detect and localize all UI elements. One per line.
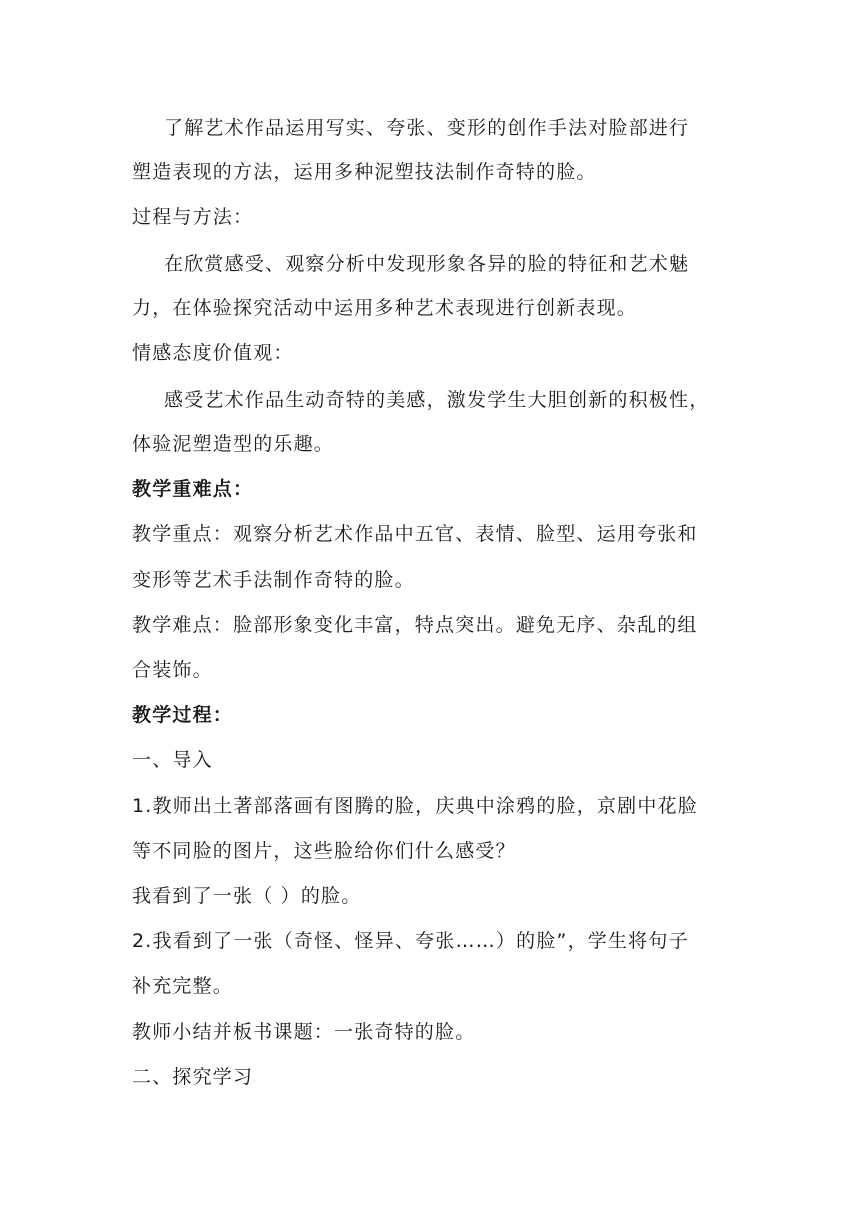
section-heading: 教学过程： [132, 704, 234, 726]
paragraph-line: 力，在体验探究活动中运用多种艺术表现进行创新表现。 [132, 297, 638, 319]
paragraph-line: 教学难点：脸部形象变化丰富，特点突出。避免无序、杂乱的组 [132, 614, 698, 636]
paragraph-line: 2.我看到了一张（奇怪、怪异、夸张……）的脸”，学生将句子 [132, 930, 689, 952]
paragraph-line: 了解艺术作品运用写实、夸张、变形的创作手法对脸部进行 [164, 117, 690, 139]
paragraph-line: 教师小结并板书课题：一张奇特的脸。 [132, 1021, 476, 1043]
section-label: 过程与方法： [132, 206, 254, 228]
paragraph-line: 变形等艺术手法制作奇特的脸。 [132, 569, 415, 591]
paragraph-line: 等不同脸的图片，这些脸给你们什么感受？ [132, 840, 516, 862]
paragraph-line: 塑造表现的方法，运用多种泥塑技法制作奇特的脸。 [132, 161, 597, 183]
section-label: 情感态度价值观： [132, 342, 294, 364]
paragraph-line: 合装饰。 [132, 659, 213, 681]
paragraph-line: 感受艺术作品生动奇特的美感，激发学生大胆创新的积极性， [164, 389, 710, 411]
subsection-heading: 一、导入 [132, 749, 213, 771]
subsection-heading: 二、探究学习 [132, 1066, 254, 1088]
section-heading: 教学重难点： [132, 478, 254, 500]
paragraph-line: 教学重点：观察分析艺术作品中五官、表情、脸型、运用夸张和 [132, 523, 698, 545]
paragraph-line: 1.教师出土著部落画有图腾的脸，庆典中涂鸦的脸，京剧中花脸 [132, 795, 698, 817]
paragraph-line: 补充完整。 [132, 975, 234, 997]
paragraph-line: 我看到了一张（ ）的脸。 [132, 885, 362, 907]
paragraph-line: 在欣赏感受、观察分析中发现形象各异的脸的特征和艺术魅 [164, 253, 690, 275]
paragraph-line: 体验泥塑造型的乐趣。 [132, 433, 335, 455]
